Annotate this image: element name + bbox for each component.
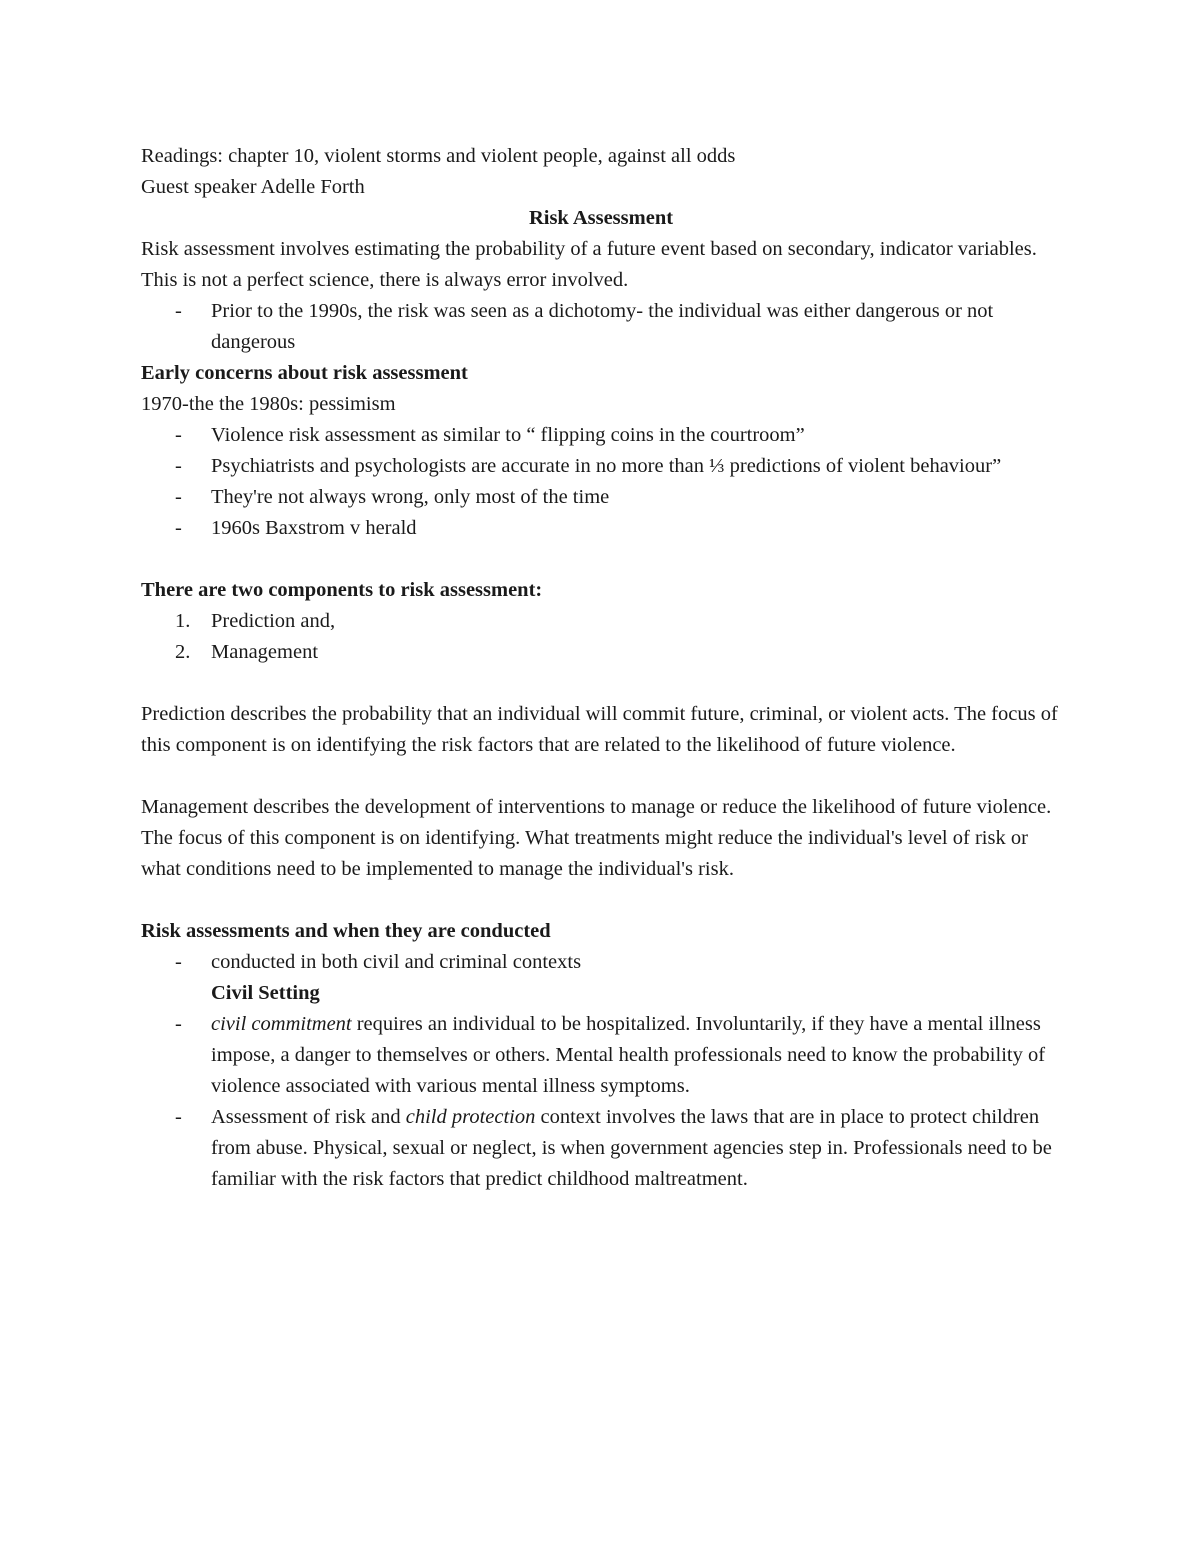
civil-setting-list bbox=[141, 1009, 1061, 1195]
child-protection-text: context involves the laws that are in place to protect children from abuse. Physical, sexual or neglect, is when government agencies step in. Professionals need to be familiar with the risk factors that predict childhood maltreatment. bbox=[211, 1106, 1052, 1190]
components-heading: There are two components to risk assessment: bbox=[141, 579, 543, 601]
child-protection-lead: Assessment of risk and bbox=[211, 1106, 406, 1128]
civil-commitment-text: requires an individual to be hospitalized. Involuntarily, if they have a mental illness impose, a danger to themselves or others. Mental health professionals need to know the probability of violence associated with various mental illness symptoms. bbox=[211, 1013, 1046, 1097]
spacer bbox=[141, 544, 1061, 575]
list-number: 2. bbox=[175, 641, 191, 663]
dash-marker: - bbox=[175, 951, 182, 973]
intro-bullet-list bbox=[141, 296, 1061, 358]
list-item bbox=[141, 420, 1061, 451]
list-item-text bbox=[211, 1013, 1045, 1097]
list-number: 1. bbox=[175, 610, 191, 632]
list-item-text: Prediction and, bbox=[211, 610, 336, 632]
list-item-text: Management bbox=[211, 641, 319, 663]
dash-marker: - bbox=[175, 517, 182, 539]
guest-speaker-line: Guest speaker Adelle Forth bbox=[141, 176, 365, 198]
list-item bbox=[141, 451, 1061, 482]
list-item bbox=[141, 947, 1061, 978]
dash-marker: - bbox=[175, 486, 182, 508]
list-item bbox=[141, 482, 1061, 513]
early-concerns-heading: Early concerns about risk assessment bbox=[141, 362, 468, 384]
intro-paragraph: Risk assessment involves estimating the probability of a future event based on secondary, indicator variables. This is not a perfect science, there is always error involved. bbox=[141, 238, 1037, 291]
document-body bbox=[141, 141, 1061, 1195]
readings-line: Readings: chapter 10, violent storms and violent people, against all odds bbox=[141, 145, 736, 167]
dash-marker: - bbox=[175, 1013, 182, 1035]
list-item-text: conducted in both civil and criminal contexts bbox=[211, 951, 582, 973]
list-item-text: Violence risk assessment as similar to “ flipping coins in the courtroom” bbox=[211, 424, 805, 446]
list-item bbox=[141, 513, 1061, 544]
list-item-text: They're not always wrong, only most of the time bbox=[211, 486, 610, 508]
early-concerns-subline: 1970-the the 1980s: pessimism bbox=[141, 393, 396, 415]
early-concerns-list bbox=[141, 420, 1061, 544]
child-protection-term: child protection bbox=[405, 1106, 536, 1128]
dash-marker: - bbox=[175, 300, 182, 322]
list-item bbox=[141, 296, 1061, 358]
list-item bbox=[141, 1102, 1061, 1195]
list-item-text: Prior to the 1990s, the risk was seen as a dichotomy- the individual was either dangerous or not dangerous bbox=[211, 300, 994, 353]
list-item-text: 1960s Baxstrom v herald bbox=[211, 517, 417, 539]
when-conducted-list bbox=[141, 947, 1061, 978]
spacer bbox=[141, 761, 1061, 792]
list-item bbox=[141, 637, 1061, 668]
spacer bbox=[141, 668, 1061, 699]
prediction-paragraph: Prediction describes the probability that an individual will commit future, criminal, or violent acts. The focus of this component is on identifying the risk factors that are related to the likelihood of future violence. bbox=[141, 703, 1058, 756]
civil-setting-heading: Civil Setting bbox=[211, 982, 320, 1004]
spacer bbox=[141, 885, 1061, 916]
dash-marker: - bbox=[175, 424, 182, 446]
list-item bbox=[141, 1009, 1061, 1102]
list-item bbox=[141, 606, 1061, 637]
list-item-text: Psychiatrists and psychologists are accurate in no more than ⅓ predictions of violent behaviour” bbox=[211, 455, 1002, 477]
components-list bbox=[141, 606, 1061, 668]
when-conducted-heading: Risk assessments and when they are conducted bbox=[141, 920, 551, 942]
dash-marker: - bbox=[175, 455, 182, 477]
list-item-text bbox=[211, 1106, 1052, 1190]
page-title: Risk Assessment bbox=[528, 207, 674, 229]
management-paragraph: Management describes the development of interventions to manage or reduce the likelihood of future violence. The focus of this component is on identifying. What treatments might reduce the individual's level of risk or what conditions need to be implemented to manage the individual's risk. bbox=[141, 796, 1052, 880]
dash-marker: - bbox=[175, 1106, 182, 1128]
civil-commitment-term: civil commitment bbox=[211, 1013, 352, 1035]
